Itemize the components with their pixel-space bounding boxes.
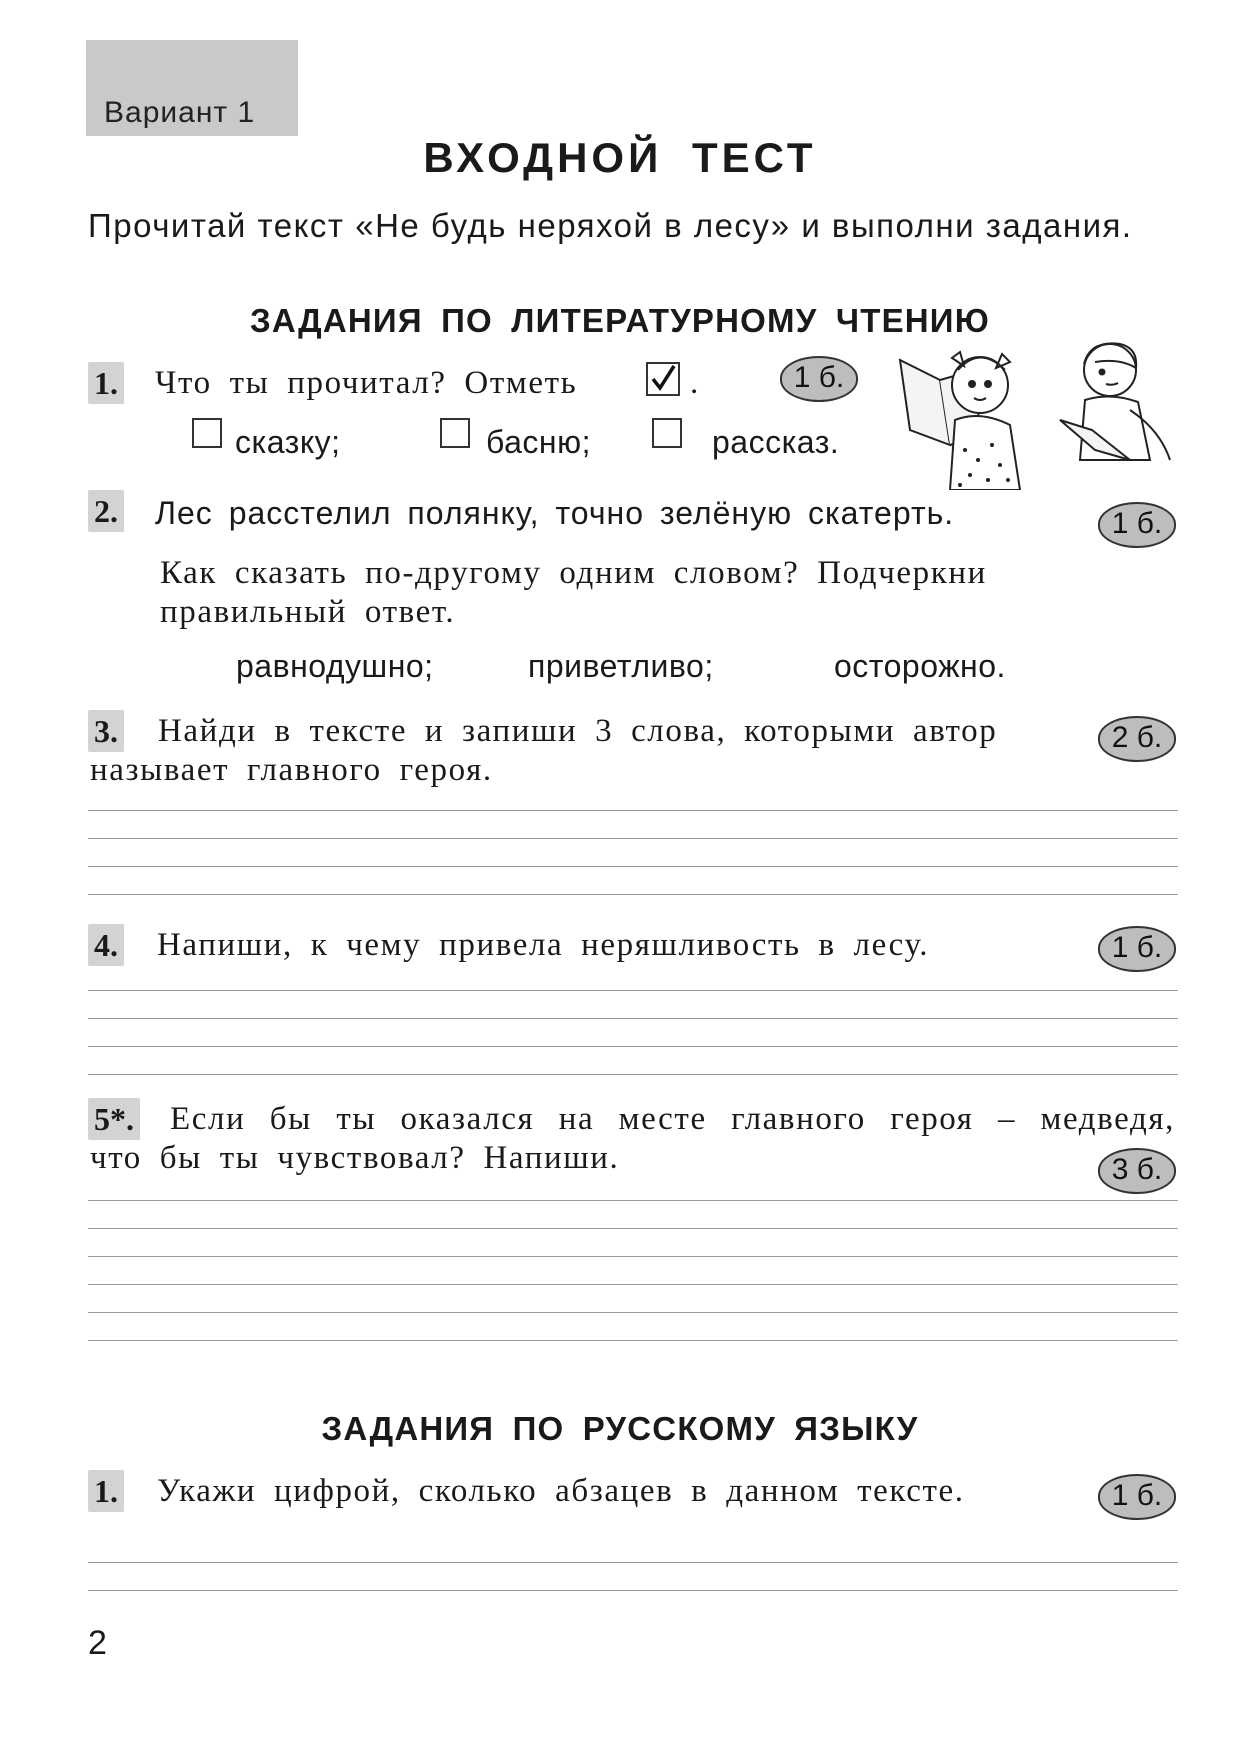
option-label: басню; — [486, 424, 591, 460]
children-reading-illustration — [880, 340, 1180, 490]
option-checkbox[interactable] — [440, 418, 470, 448]
task-number: 1. — [88, 362, 124, 404]
task-number: 1. — [88, 1470, 124, 1512]
task-number: 4. — [88, 924, 124, 966]
task-number: 3. — [88, 710, 124, 752]
option-checkbox[interactable] — [192, 418, 222, 448]
score-badge: 1 б. — [1098, 1474, 1176, 1520]
option-checkbox[interactable] — [652, 418, 682, 448]
answer-option: осторожно. — [834, 648, 1006, 684]
task-text: Лес расстелил полянку, точно зелёную скатерть. — [155, 495, 955, 531]
page-number: 2 — [88, 1624, 107, 1662]
task-text: Что ты прочитал? Отметь — [155, 365, 578, 401]
task-text: Если бы ты оказался на месте главного героя – медведя, что бы ты чувствовал? Напиши. — [90, 1101, 1175, 1176]
answer-line[interactable] — [88, 990, 1178, 991]
score-badge: 1 б. — [1098, 502, 1176, 548]
answer-line[interactable] — [88, 1312, 1178, 1313]
score-badge: 1 б. — [780, 356, 858, 402]
answer-line[interactable] — [88, 1340, 1178, 1341]
answer-line[interactable] — [88, 1562, 1178, 1563]
answer-line[interactable] — [88, 1590, 1178, 1591]
boy-figure — [1060, 343, 1170, 460]
task-subtext: Как сказать по-другому одним словом? Подчеркни правильный ответ. — [160, 555, 987, 630]
answer-line[interactable] — [88, 838, 1178, 839]
score-badge: 1 б. — [1098, 926, 1176, 972]
task-number: 5*. — [88, 1098, 140, 1140]
checkmark-sample — [646, 362, 680, 396]
score-badge: 2 б. — [1098, 716, 1176, 762]
answer-line[interactable] — [88, 810, 1178, 811]
check-icon — [646, 362, 680, 396]
section-title-russian: ЗАДАНИЯ ПО РУССКОМУ ЯЗЫКУ — [321, 1410, 919, 1447]
answer-line[interactable] — [88, 1256, 1178, 1257]
intro-text: Прочитай текст «Не будь неряхой в лесу» и выполни задания. — [88, 207, 1133, 244]
task-text: Найди в тексте и запиши 3 слова, которыми автор называет главного героя. — [90, 713, 998, 788]
answer-line[interactable] — [88, 894, 1178, 895]
answer-line[interactable] — [88, 1046, 1178, 1047]
girl-figure — [900, 352, 1020, 490]
task-text: Укажи цифрой, сколько абзацев в данном тексте. — [157, 1473, 965, 1509]
answer-line[interactable] — [88, 1018, 1178, 1019]
variant-label: Вариант 1 — [104, 96, 256, 129]
answer-line[interactable] — [88, 1200, 1178, 1201]
option-label: рассказ. — [712, 424, 840, 460]
answer-option: равнодушно; — [236, 648, 434, 684]
answer-line[interactable] — [88, 1228, 1178, 1229]
option-label: сказку; — [235, 424, 341, 460]
task-text: Напиши, к чему привела неряшливость в лесу. — [157, 927, 930, 963]
answer-line[interactable] — [88, 866, 1178, 867]
section-title-literature: ЗАДАНИЯ ПО ЛИТЕРАТУРНОМУ ЧТЕНИЮ — [250, 302, 990, 339]
answer-option: приветливо; — [528, 648, 714, 684]
answer-line[interactable] — [88, 1074, 1178, 1075]
task-number: 2. — [88, 490, 124, 532]
page-title: ВХОДНОЙ ТЕСТ — [423, 134, 817, 181]
answer-line[interactable] — [88, 1284, 1178, 1285]
task-text-end: . — [690, 365, 700, 401]
score-badge: 3 б. — [1098, 1148, 1176, 1194]
